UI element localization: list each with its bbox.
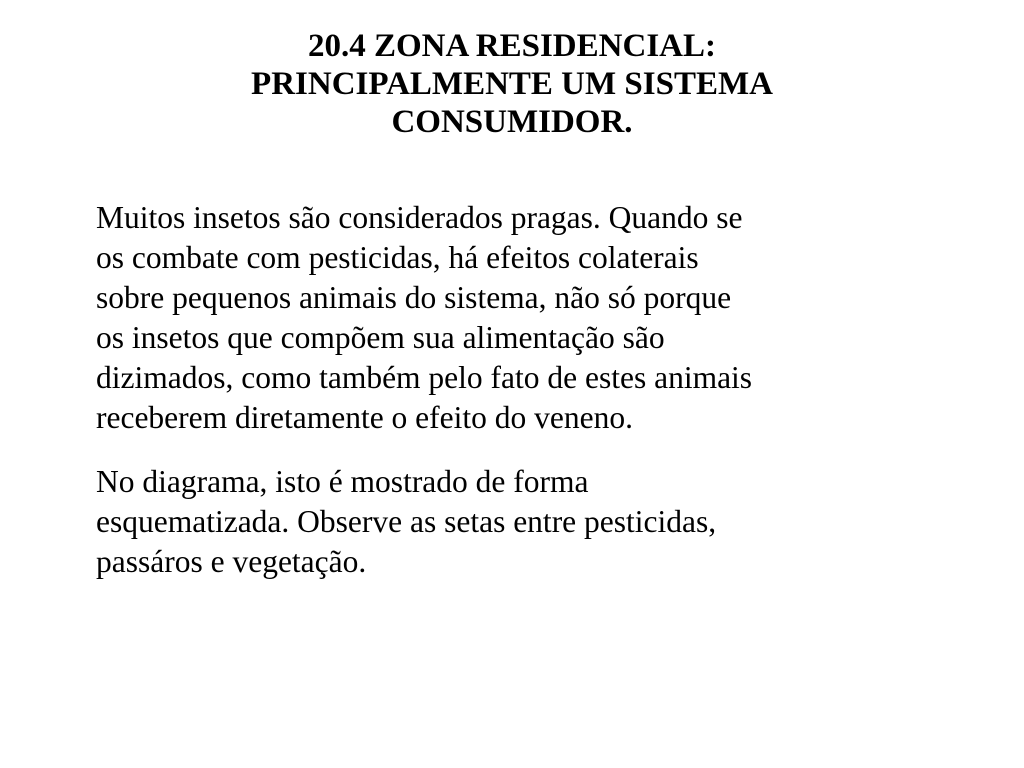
text-line: os insetos que compõem sua alimentação são <box>96 320 665 355</box>
title-line: 20.4 ZONA RESIDENCIAL: <box>308 28 716 64</box>
paragraph-diagram <box>96 462 956 582</box>
text-line: sobre pequenos animais do sistema, não só porque <box>96 280 732 315</box>
paragraph-pesticides <box>96 198 956 438</box>
text-line: os combate com pesticidas, há efeitos colaterais <box>96 240 699 275</box>
text-line: passáros e vegetação. <box>96 544 367 579</box>
text-line: Muitos insetos são considerados pragas. Quando se <box>96 200 743 235</box>
slide-title <box>150 27 874 141</box>
slide-body <box>96 198 956 582</box>
text-line: No diagrama, isto é mostrado de forma <box>96 464 589 499</box>
text-line: dizimados, como também pelo fato de estes animais <box>96 360 753 395</box>
title-line: CONSUMIDOR. <box>391 104 633 140</box>
text-line: receberem diretamente o efeito do veneno. <box>96 400 633 435</box>
title-line: PRINCIPALMENTE UM SISTEMA <box>251 66 773 102</box>
text-line: esquematizada. Observe as setas entre pesticidas, <box>96 504 717 539</box>
